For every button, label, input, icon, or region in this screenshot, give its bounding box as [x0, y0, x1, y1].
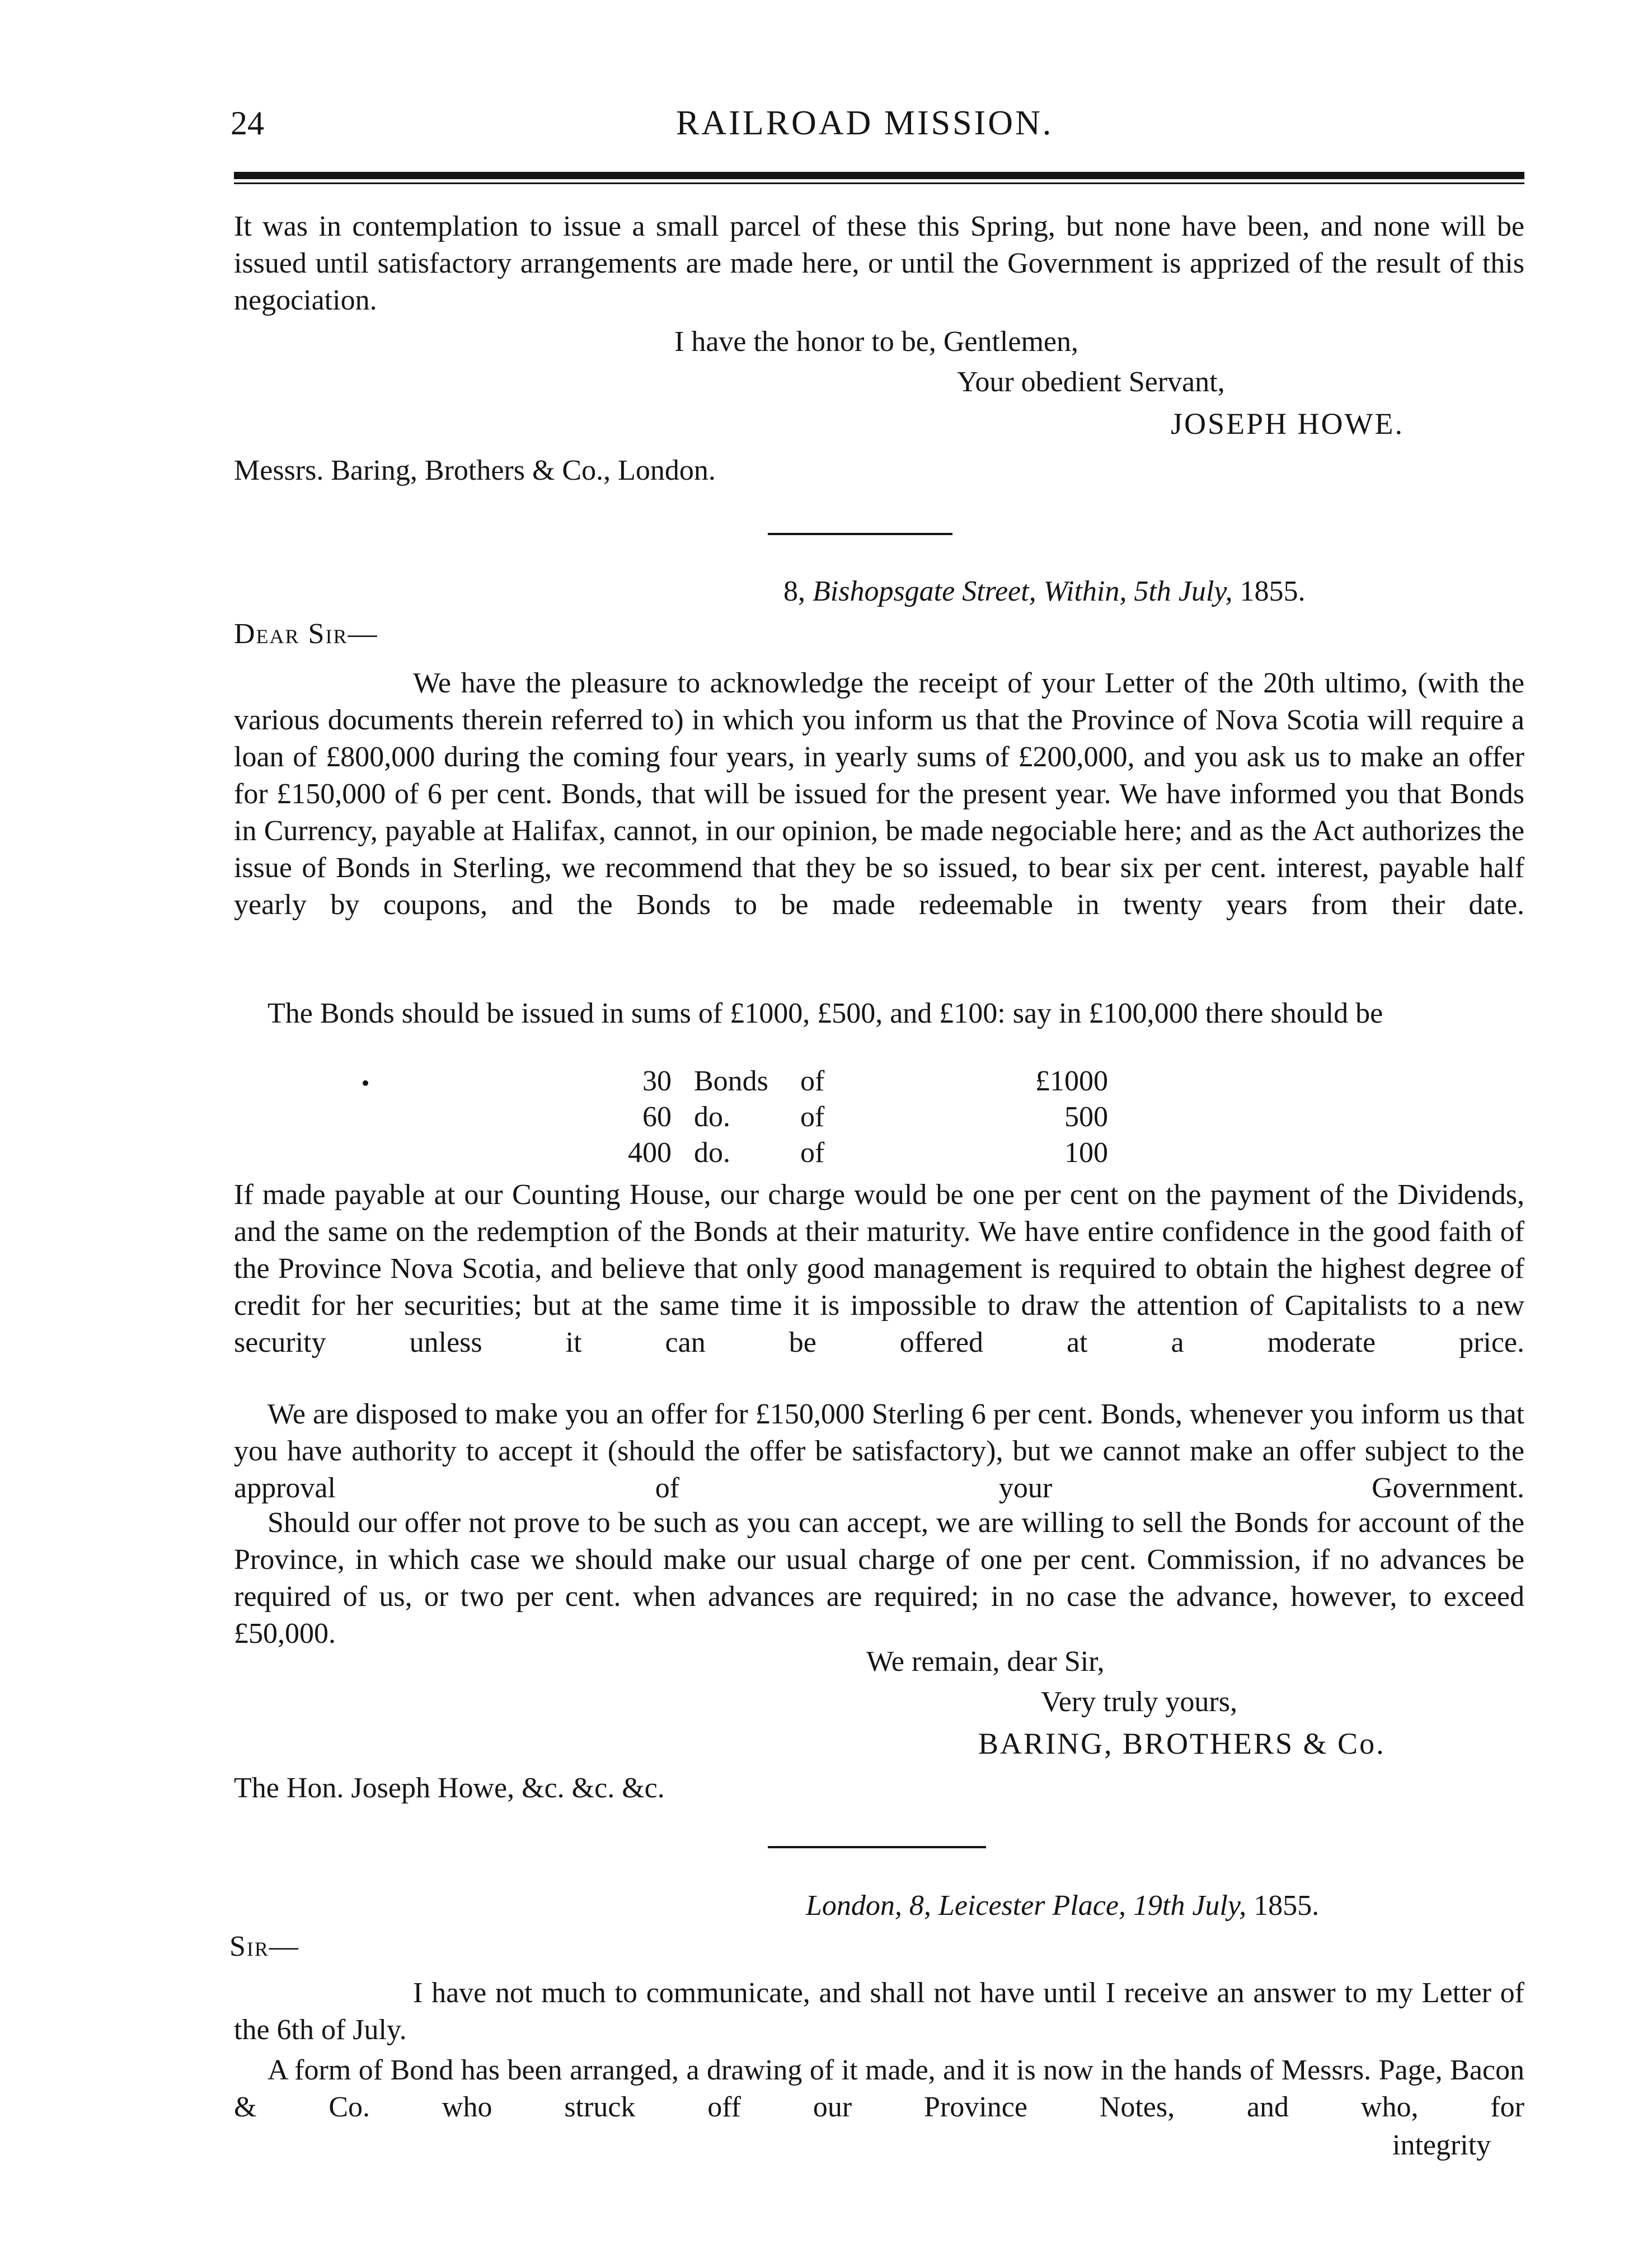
dateline-number: 8,: [783, 575, 805, 607]
letter2-paragraph-5: Should our offer not prove to be such as you can accept, we are willing to sell the Bonds for account of the Province, in which case we should make our usual charge of one per cent. Commission, if no advances be required of us, or two per cent. when advances are required; in no case the advance, however, to exceed £50,000.: [234, 1507, 1524, 1650]
page-number: 24: [231, 105, 264, 142]
bond-count: 60: [642, 1101, 672, 1133]
letter2-closing-2: Very truly yours,: [1041, 1686, 1237, 1718]
letter3-salutation: Sir—: [229, 1931, 299, 1962]
bond-of: of: [800, 1137, 825, 1169]
bond-of: of: [800, 1101, 825, 1133]
print-speck: [363, 1080, 368, 1086]
dateline-place: London, 8, Leicester Place, 19th July,: [806, 1890, 1247, 1922]
bond-row: [560, 1099, 1175, 1135]
bond-of: of: [800, 1065, 825, 1097]
letter2-paragraph-3: If made payable at our Counting House, our charge would be one per cent on the payment of the Dividends, and the same on the redemption of the Bonds at their maturity. We have entire confidence in the good faith of the Province Nova Scotia, and believe that only good management is required to obtain the highest degree of credit for her securities; but at the same time it is impossible to draw the attention of Capitalists to a new security unless it can be offered at a moderate price.: [234, 1179, 1524, 1358]
letter2-paragraph-2: The Bonds should be issued in sums of £1000, £500, and £100: say in £100,000 there should be: [267, 997, 1383, 1029]
bond-type: Bonds: [694, 1065, 768, 1097]
letter2-closing-1: We remain, dear Sir,: [866, 1646, 1105, 1678]
letter2-paragraph-1: We have the pleasure to acknowledge the receipt of your Letter of the 20th ultimo, (with the various documents therein referred to) in which you inform us that the Province of Nova Scotia will require a loan of £800,000 during the coming four years, in yearly sums of £200,000, and you ask us to make an offer for £150,000 of 6 per cent. Bonds, that will be issued for the present year. We have informed you that Bonds in Currency, payable at Halifax, cannot, in our opinion, be made negociable here; and as the Act authorizes the issue of Bonds in Sterling, we recommend that they be so issued, to bear six per cent. interest, payable half yearly by coupons, and the Bonds to be made redeemable in twenty years from their date.: [234, 667, 1524, 921]
letter1-closing-2: Your obedient Servant,: [957, 366, 1225, 398]
letter2-salutation: Dear Sir—: [234, 618, 378, 650]
bond-amount: £1000: [1035, 1065, 1108, 1097]
bond-row: [560, 1064, 1175, 1099]
bond-row: [560, 1135, 1175, 1171]
letter3-dateline: [806, 1887, 1319, 1924]
section-divider-2: [768, 1846, 986, 1848]
letter1-closing-1: I have the honor to be, Gentlemen,: [674, 326, 1078, 358]
letter3-paragraph-2: A form of Bond has been arranged, a drawing of it made, and it is now in the hands of Messrs. Page, Bacon & Co. who struck off our Province Notes, and who, for: [234, 2054, 1524, 2123]
letter2-paragraph-4: We are disposed to make you an offer for £150,000 Sterling 6 per cent. Bonds, whenever you inform us that you have authority to accept it (should the offer be satisfactory), but we cannot make an offer subject to the approval of your Government.: [234, 1398, 1524, 1504]
bond-count: 400: [628, 1137, 672, 1169]
dateline-year: 1855.: [1254, 1890, 1320, 1922]
bond-amount: 500: [1064, 1101, 1108, 1133]
bond-count: 30: [642, 1065, 672, 1097]
letter1-body: It was in contemplation to issue a small parcel of these this Spring, but none have been, and none will be issued until satisfactory arrangements are made here, or until the Government is apprized of the result of this negociation.: [234, 210, 1524, 316]
letter2-signature: BARING, BROTHERS & Co.: [978, 1727, 1386, 1760]
header-rule-thin: [234, 182, 1524, 184]
section-divider-1: [768, 533, 952, 535]
letter3-paragraph-1: I have not much to communicate, and shall not have until I receive an answer to my Letter of the 6th of July.: [234, 1977, 1524, 2046]
bond-type: do.: [694, 1101, 730, 1133]
letter2-addressee: The Hon. Joseph Howe, &c. &c. &c.: [234, 1772, 665, 1804]
dateline-year: 1855.: [1240, 575, 1306, 607]
letter1-signature: JOSEPH HOWE.: [1171, 407, 1405, 441]
dateline-place: Bishopsgate Street, Within, 5th July,: [813, 575, 1233, 607]
bond-amount: 100: [1064, 1137, 1108, 1169]
catchword: integrity: [1392, 2129, 1491, 2161]
bond-type: do.: [694, 1137, 730, 1169]
bond-schedule: [560, 1064, 1175, 1171]
header-rule-thick: [234, 172, 1524, 179]
running-title: RAILROAD MISSION.: [676, 104, 1054, 142]
letter1-addressee: Messrs. Baring, Brothers & Co., London.: [234, 455, 716, 486]
letter2-dateline: [783, 573, 1306, 610]
